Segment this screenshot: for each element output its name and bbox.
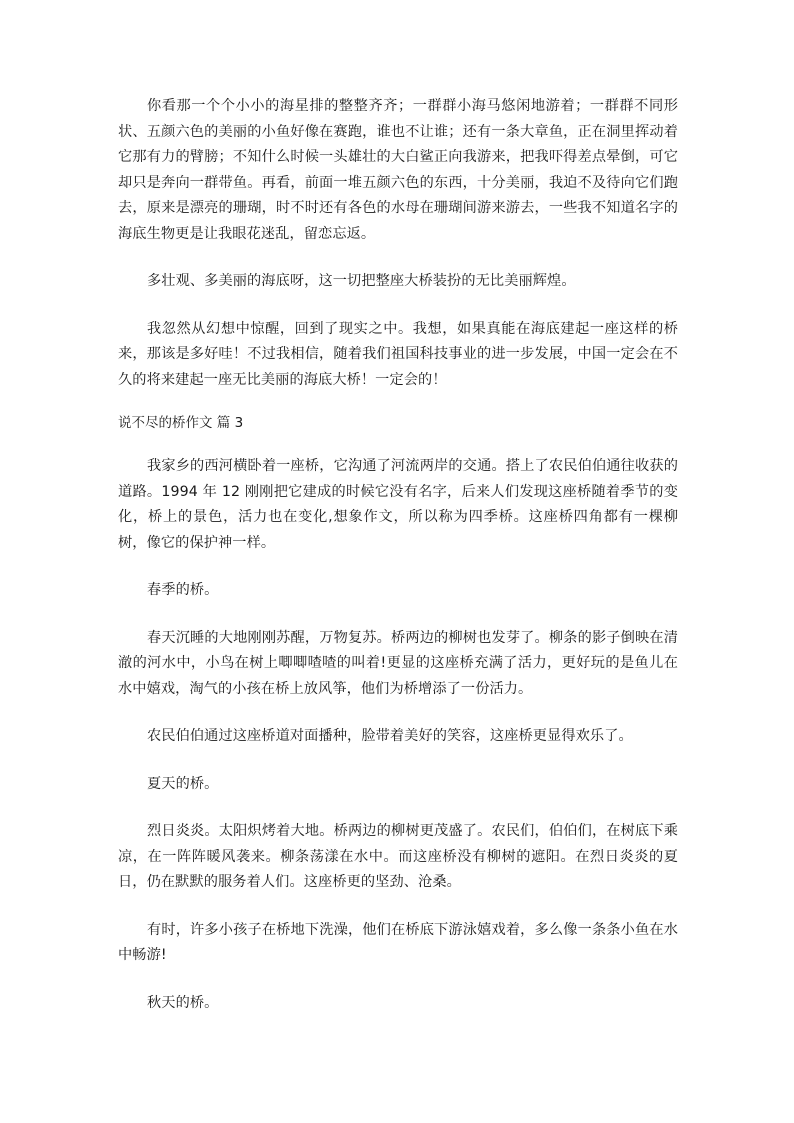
section-heading: 说不尽的桥作文 篇 3 (118, 415, 244, 431)
paragraph-gap (118, 896, 678, 918)
paragraph-gap (118, 436, 678, 454)
paragraph: 多壮观、多美丽的海底呀，这一切把整座大桥装扮的无比美丽辉煌。 (147, 273, 576, 289)
paragraph-gap (118, 295, 678, 317)
paragraph-gap (118, 393, 678, 411)
paragraph: 我忽然从幻想中惊醒，回到了现实之中。我想，如果真能在海底建起一座这样的桥来，那该是多好哇！不过我相信，随着我们祖国科技事业的进一步发展，中国一定会在不久的将来建起一座无比美丽的海底大桥！一定会的！ (118, 320, 678, 388)
paragraph: 农民伯伯通过这座桥道对面播种，脸带着美好的笑容，这座桥更显得欢乐了。 (147, 728, 633, 744)
paragraph: 秋天的桥。 (147, 994, 219, 1011)
paragraph: 春季的桥。 (147, 582, 219, 598)
paragraph-gap (118, 969, 678, 991)
paragraph-gap (118, 797, 678, 819)
paragraph: 夏天的桥。 (147, 775, 219, 792)
paragraph: 有时，许多小孩子在桥地下洗澡，他们在桥底下游泳嬉戏着，多么像一条条小鱼在水中畅游! (118, 921, 678, 963)
paragraph-gap (118, 604, 678, 626)
paragraph: 烈日炎炎。太阳炽烤着大地。桥两边的柳树更茂盛了。农民们，伯伯们，在树底下乘凉，在一阵阵暖风袭来。柳条荡漾在水中。而这座桥没有柳树的遮阳。在烈日炎炎的夏日，仍在默默的服务着人们。这座桥更的坚劲、沧桑。 (118, 823, 678, 890)
paragraph-gap (118, 247, 678, 269)
paragraph-gap (118, 702, 678, 724)
paragraph: 我家乡的西河横卧着一座桥，它沟通了河流两岸的交通。搭上了农民伯伯通往收获的道路。1994 年 12 刚刚把它建成的时候它没有名字，后来人们发现这座桥随着季节的变化，桥上的景色，活力也在变化,想象作文，所以称为四季桥。这座桥四角都有一棵柳树，像它的保护神一样。 (118, 458, 678, 551)
paragraph-gap (118, 556, 678, 578)
document-page (118, 94, 678, 1016)
paragraph-gap (118, 750, 678, 772)
paragraph: 你看那一个个小小的海星排的整整齐齐；一群群小海马悠闲地游着；一群群不同形状、五颜六色的美丽的小鱼好像在赛跑，谁也不让谁；还有一条大章鱼，正在洞里挥动着它那有力的臂膀；不知什么时候一头雄壮的大白鲨正向我游来，把我吓得差点晕倒，可它却只是奔向一群带鱼。再看，前面一堆五颜六色的东西，十分美丽，我迫不及待向它们跑去，原来是漂亮的珊瑚，时不时还有各色的水母在珊瑚间游来游去，一些我不知道名字的海底生物更是让我眼花迷乱，留恋忘返。 (118, 98, 678, 242)
paragraph: 春天沉睡的大地刚刚苏醒，万物复苏。桥两边的柳树也发芽了。柳条的影子倒映在清澈的河水中，小鸟在树上唧唧喳喳的叫着!更显的这座桥充满了活力，更好玩的是鱼儿在水中嬉戏，淘气的小孩在桥上放风筝，他们为桥增添了一份活力。 (118, 629, 678, 697)
